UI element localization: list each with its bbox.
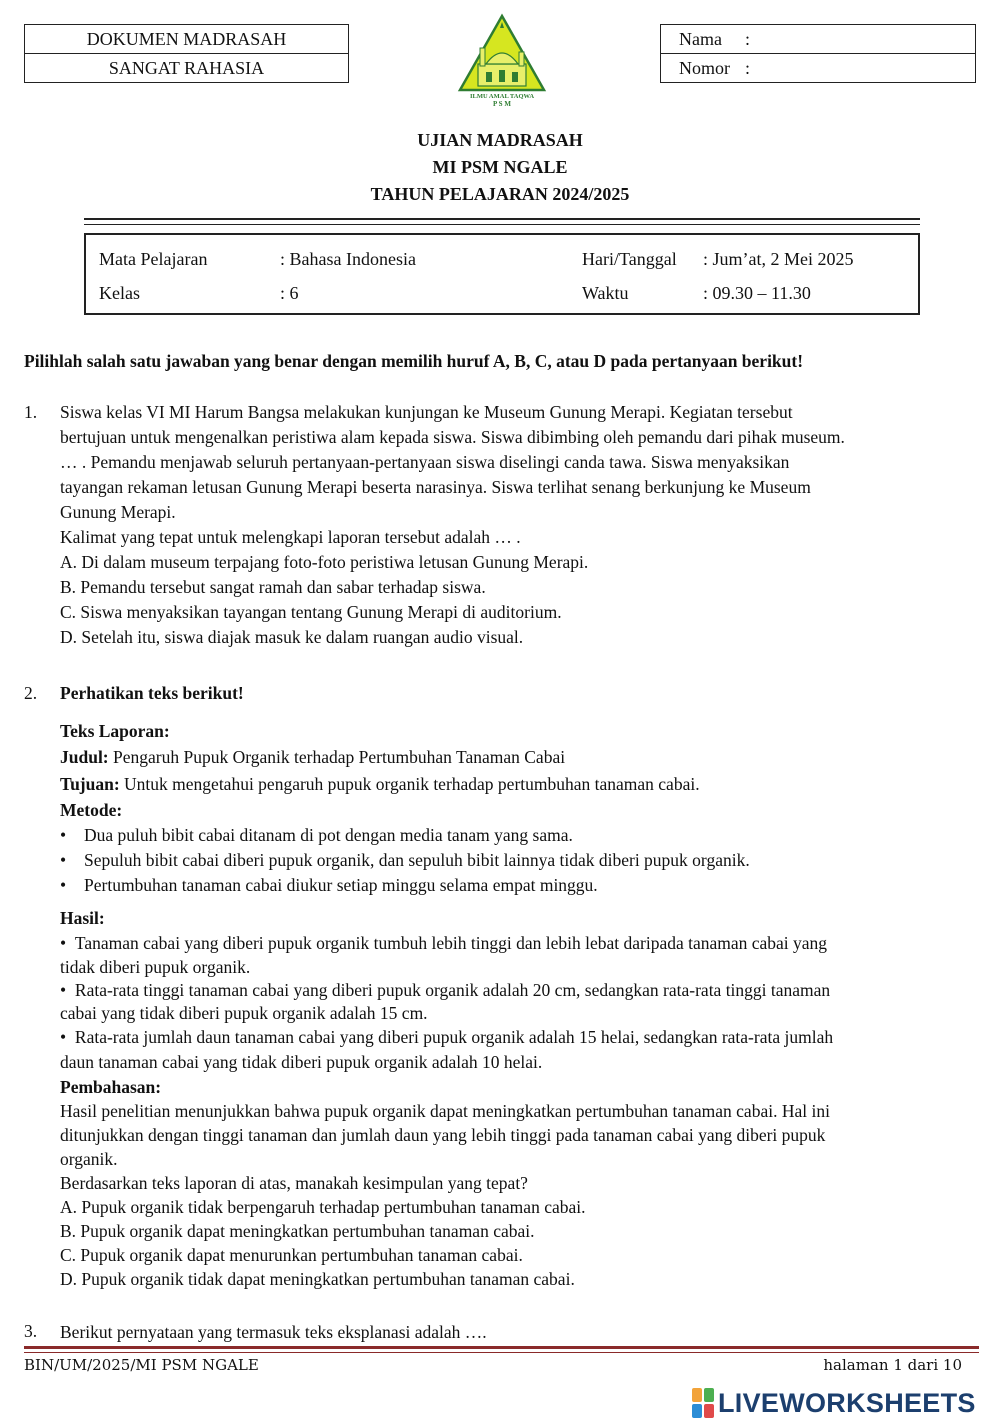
q1-prompt: Kalimat yang tepat untuk melengkapi laporan tersebut adalah … . — [60, 527, 521, 547]
student-identity-box — [660, 24, 976, 83]
question-3 — [60, 1321, 965, 1343]
title-line-1: UJIAN MADRASAH — [417, 130, 583, 150]
q1-option-c[interactable]: C. Siswa menyaksikan tayangan tentang Gunung Merapi di auditorium. — [60, 602, 562, 622]
name-row[interactable] — [661, 25, 975, 54]
pembahasan-text: Hasil penelitian menunjukkan bahwa pupuk organik dapat meningkatkan pertumbuhan tanaman cabai. Hal ini ditunjukkan dengan tinggi tanaman dan jumlah daun yang lebih tinggi pada tanaman cabai yang diberi pupuk organik. Berdasarkan teks laporan di atas, manakah kesimpulan yang tepat? A. Pupuk organik tidak berpengaruh terhadap pertumbuhan tanaman cabai. B. Pupuk organik dapat meningkatkan pertumbuhan tanaman cabai. C. Pupuk organik dapat menurunkan pertumbuhan tanaman cabai. D. Pupuk organik tidak dapat meningkatkan pertumbuhan tanaman cabai. — [60, 1099, 965, 1291]
exam-title — [0, 127, 1000, 208]
day-label: Hari/Tanggal — [582, 249, 677, 269]
bullet-icon: • — [60, 980, 67, 1000]
name-colon: : — [745, 29, 751, 49]
report-title: Teks Laporan: — [60, 721, 170, 741]
tujuan-label: Tujuan: — [60, 774, 120, 794]
tujuan-value: Untuk mengetahui pengaruh pupuk organik terhadap pertumbuhan tanaman cabai. — [119, 774, 700, 794]
footer-page-number: halaman 1 dari 10 — [823, 1356, 962, 1374]
q2-heading: Perhatikan teks berikut! — [60, 683, 244, 703]
class-label: Kelas — [99, 283, 140, 303]
report-tujuan — [60, 771, 965, 798]
metode-label: Metode: — [60, 800, 123, 820]
report-judul — [60, 744, 965, 771]
hasil-item: • Tanaman cabai yang diberi pupuk organik tumbuh lebih tinggi dan lebih lebat daripada tanaman cabai yang tidak diberi pupuk organik. — [60, 933, 828, 977]
title-line-3: TAHUN PELAJARAN 2024/2025 — [370, 184, 630, 204]
q1-option-d[interactable]: D. Setelah itu, siswa diajak masuk ke dalam ruangan audio visual. — [60, 627, 524, 647]
bullet-icon: • — [60, 825, 67, 845]
hasil-label: Hasil: — [60, 908, 105, 928]
judul-value: Pengaruh Pupuk Organik terhadap Pertumbuhan Tanaman Cabai — [108, 747, 566, 767]
q1-passage-line: tayangan rekaman letusan Gunung Merapi beserta narasinya. Siswa terlihat senang berkunjung ke Museum — [60, 477, 811, 497]
number-label: Nomor — [679, 58, 730, 78]
question-2 — [60, 681, 965, 1291]
liveworksheets-logo[interactable] — [692, 1385, 976, 1421]
bullet-icon: • — [60, 875, 67, 895]
school-logo — [456, 12, 548, 108]
pembahasan-label: Pembahasan: — [60, 1077, 162, 1097]
metode-item: • Pertumbuhan tanaman cabai diukur setiap minggu selama empat minggu. — [60, 873, 965, 898]
q1-passage-line: Siswa kelas VI MI Harum Bangsa melakukan kunjungan ke Museum Gunung Merapi. Kegiatan tersebut — [60, 402, 793, 422]
number-row[interactable] — [661, 54, 975, 83]
title-line-2: MI PSM NGALE — [432, 157, 568, 177]
q1-option-b[interactable]: B. Pemandu tersebut sangat ramah dan sabar terhadap siswa. — [60, 577, 486, 597]
liveworksheets-icon — [692, 1388, 714, 1418]
svg-text:P S M: P S M — [493, 100, 511, 108]
liveworksheets-wordmark: LIVEWORKSHEETS — [718, 1387, 976, 1418]
svg-text:ILMU AMAL TAQWA: ILMU AMAL TAQWA — [469, 93, 535, 100]
bullet-icon: • — [60, 933, 67, 953]
hasil-item: • Rata-rata jumlah daun tanaman cabai yang diberi pupuk organik adalah 15 helai, sedangkan rata-rata jumlah daun tanaman cabai yang tidak diberi pupuk organik adalah 10 helai. — [60, 1027, 834, 1072]
q2-option-c[interactable]: C. Pupuk organik dapat menurunkan pertumbuhan tanaman cabai. — [60, 1245, 523, 1265]
question-1 — [60, 400, 965, 650]
metode-item: • Dua puluh bibit cabai ditanam di pot dengan media tanam yang sama. — [60, 823, 965, 848]
q1-passage-line: Gunung Merapi. — [60, 502, 176, 522]
bullet-icon: • — [60, 1027, 67, 1047]
title-divider — [84, 218, 920, 225]
judul-label: Judul: — [60, 747, 109, 767]
name-label: Nama — [679, 29, 722, 49]
document-label-box — [24, 24, 349, 83]
q3-text: Berikut pernyataan yang termasuk teks eksplanasi adalah …. — [60, 1322, 487, 1342]
exam-info-box — [84, 233, 920, 315]
document-label-1: DOKUMEN MADRASAH — [25, 25, 348, 54]
number-colon: : — [745, 58, 751, 78]
instruction-text: Pilihlah salah satu jawaban yang benar dengan memilih huruf A, B, C, atau D pada pertanyaan berikut! — [24, 351, 804, 371]
time-label: Waktu — [582, 283, 629, 303]
q2-prompt: Berdasarkan teks laporan di atas, manakah kesimpulan yang tepat? — [60, 1173, 528, 1193]
metode-item: • Sepuluh bibit cabai diberi pupuk organik, dan sepuluh bibit lainnya tidak diberi pupuk organik. — [60, 848, 965, 873]
footer-divider — [24, 1346, 979, 1353]
question-2-number: 2. — [24, 683, 38, 703]
document-label-2: SANGAT RAHASIA — [108, 58, 265, 78]
subject-value: : Bahasa Indonesia — [280, 249, 416, 269]
q2-option-a[interactable]: A. Pupuk organik tidak berpengaruh terhadap pertumbuhan tanaman cabai. — [60, 1197, 586, 1217]
hasil-item: • Rata-rata tinggi tanaman cabai yang diberi pupuk organik adalah 20 cm, sedangkan rata-rata tinggi tanaman cabai yang tidak diberi pupuk organik adalah 15 cm. — [60, 980, 831, 1023]
q2-option-b[interactable]: B. Pupuk organik dapat meningkatkan pertumbuhan tanaman cabai. — [60, 1221, 535, 1241]
q1-passage-line: bertujuan untuk mengenalkan peristiwa alam kepada siswa. Siswa dibimbing oleh pemandu dari pihak museum. — [60, 427, 845, 447]
class-value: : 6 — [280, 283, 299, 303]
subject-label: Mata Pelajaran — [99, 249, 208, 269]
question-3-number: 3. — [24, 1321, 38, 1341]
bullet-icon: • — [60, 850, 67, 870]
q1-passage-line: … . Pemandu menjawab seluruh pertanyaan-pertanyaan siswa diselingi canda tawa. Siswa menyaksikan — [60, 452, 790, 472]
day-value: : Jum’at, 2 Mei 2025 — [703, 249, 854, 269]
time-value: : 09.30 – 11.30 — [703, 283, 811, 303]
footer-code: BIN/UM/2025/MI PSM NGALE — [24, 1356, 259, 1374]
question-1-number: 1. — [24, 402, 38, 422]
q1-option-a[interactable]: A. Di dalam museum terpajang foto-foto peristiwa letusan Gunung Merapi. — [60, 552, 589, 572]
q2-option-d[interactable]: D. Pupuk organik tidak dapat meningkatkan pertumbuhan tanaman cabai. — [60, 1269, 575, 1289]
